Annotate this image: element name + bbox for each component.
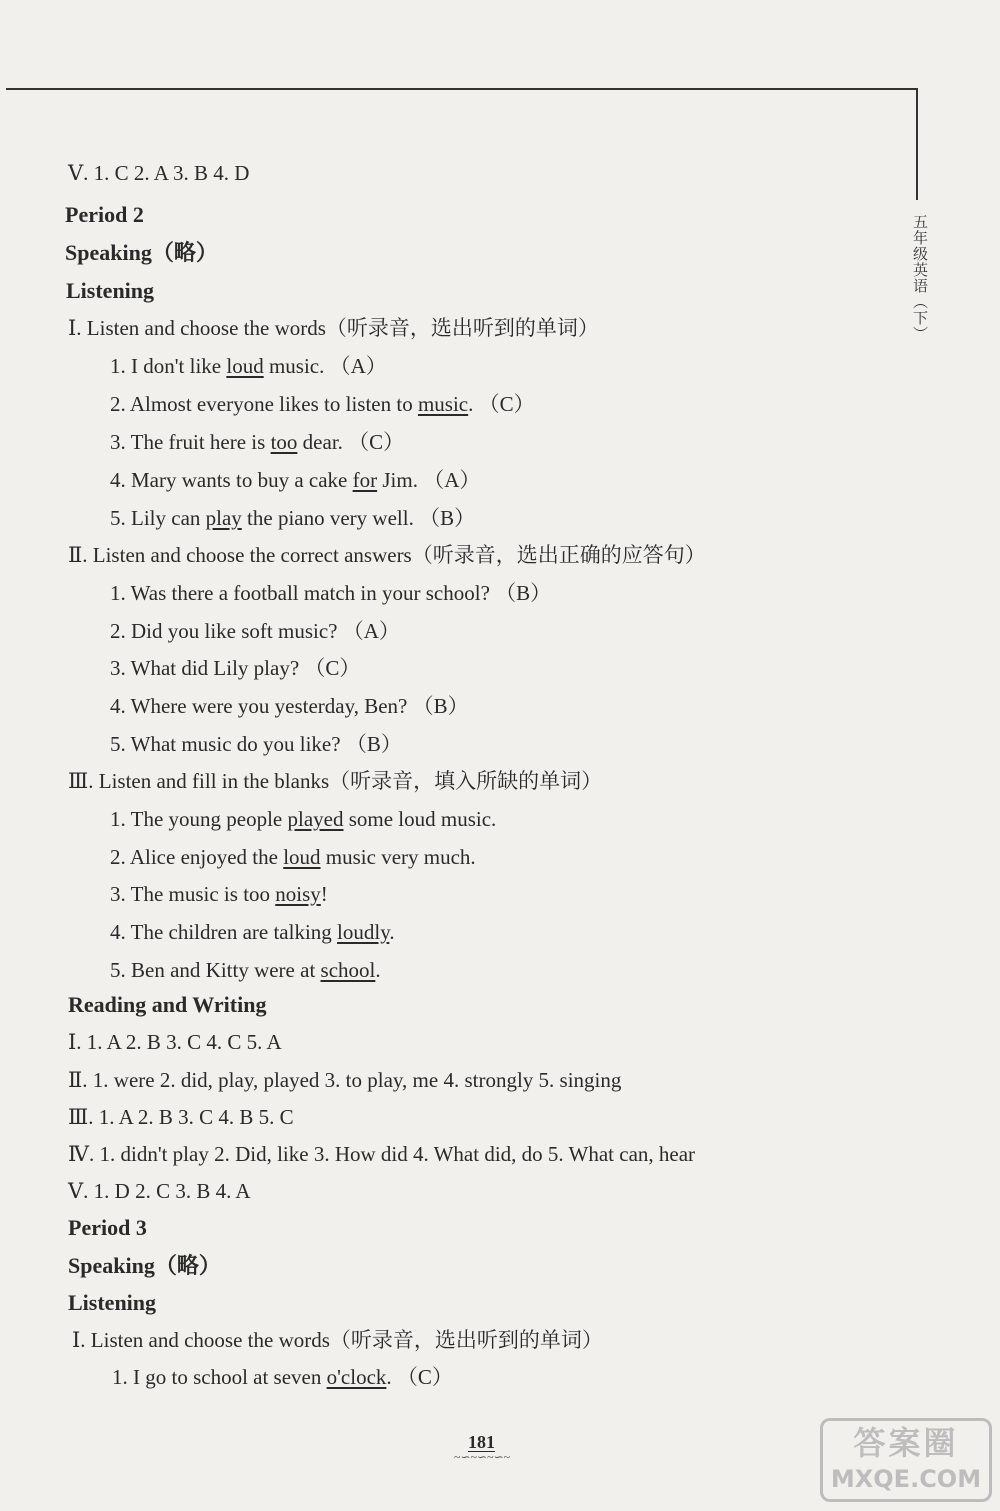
- line-text: Jim. （A）: [377, 468, 481, 492]
- answer-underlined-word: loud: [283, 845, 321, 869]
- answer-line: [110, 881, 328, 907]
- answer-underlined-word: loud: [226, 354, 264, 378]
- line-text: Speaking（略）: [65, 240, 218, 265]
- answer-line: [110, 391, 535, 417]
- side-tab: 五年级英语（下）: [911, 214, 929, 342]
- answer-line: [110, 957, 381, 983]
- section-heading: [68, 1290, 156, 1316]
- section-heading: [65, 202, 144, 228]
- line-text: 1. The young people: [110, 807, 288, 831]
- answer-line: [110, 731, 402, 757]
- answer-line: [110, 919, 395, 945]
- answer-line: [72, 1327, 603, 1353]
- line-text: Listening: [68, 1290, 157, 1315]
- answer-line: [68, 315, 599, 341]
- page-number: 181: [468, 1432, 495, 1452]
- line-text: Ⅰ. 1. A 2. B 3. C 4. C 5. A: [68, 1030, 282, 1054]
- answer-line: [68, 1067, 621, 1093]
- watermark-logo: [820, 1418, 992, 1502]
- answer-underlined-word: noisy: [275, 882, 321, 906]
- answer-line: [68, 1104, 294, 1130]
- answer-line: [68, 1029, 282, 1055]
- section-heading: [68, 1215, 147, 1241]
- line-text: 5. What music do you like? （B）: [110, 732, 402, 756]
- line-text: music. （A）: [263, 354, 387, 378]
- line-text: 1. Was there a football match in your school? （B）: [110, 581, 552, 605]
- line-text: Period 3: [68, 1215, 147, 1240]
- line-text: Ⅱ. 1. were 2. did, play, played 3. to play, me 4. strongly 5. singing: [68, 1068, 622, 1092]
- line-text: Ⅴ. 1. C 2. A 3. B 4. D: [68, 161, 250, 185]
- line-text: . （C）: [386, 1365, 453, 1389]
- answer-line: [110, 353, 387, 379]
- line-text: Listening: [66, 278, 155, 303]
- watermark-text: 答案圈: [853, 1424, 959, 1462]
- line-text: 4. Where were you yesterday, Ben? （B）: [110, 694, 469, 718]
- line-text: !: [320, 882, 328, 906]
- answer-line: [110, 505, 475, 531]
- line-text: 2. Alice enjoyed the: [110, 845, 284, 869]
- line-text: some loud music.: [343, 807, 497, 831]
- line-text: . （C）: [468, 392, 535, 416]
- section-heading: [66, 278, 154, 304]
- answer-underlined-word: music: [417, 392, 469, 416]
- line-text: music very much.: [320, 845, 476, 869]
- line-text: 2. Did you like soft music? （A）: [110, 619, 400, 643]
- answer-underlined-word: played: [287, 807, 344, 831]
- line-text: Ⅰ. Listen and choose the words（听录音，选出听到的单词）: [68, 316, 599, 340]
- answer-underlined-word: play: [205, 506, 242, 530]
- line-text: Ⅲ. 1. A 2. B 3. C 4. B 5. C: [68, 1105, 294, 1129]
- line-text: 3. The fruit here is: [110, 430, 271, 454]
- line-text: Ⅲ. Listen and fill in the blanks（听录音，填入所缺的单词）: [68, 769, 603, 793]
- line-text: .: [375, 958, 381, 982]
- line-text: Ⅱ. Listen and choose the correct answers（听录音，选出正确的应答句）: [68, 543, 706, 567]
- line-text: 1. I don't like: [110, 354, 227, 378]
- answer-line: [68, 542, 706, 568]
- section-heading: [68, 992, 266, 1018]
- section-heading: [65, 240, 218, 266]
- answer-underlined-word: too: [270, 430, 298, 454]
- line-text: 1. I go to school at seven: [112, 1365, 327, 1389]
- page-ornament: ~∽~∽~∽~: [454, 1450, 511, 1464]
- line-text: 3. What did Lily play? （C）: [110, 656, 361, 680]
- answer-line: [68, 768, 602, 794]
- line-text: 5. Lily can: [110, 506, 206, 530]
- line-text: dear. （C）: [297, 430, 405, 454]
- line-text: Ⅳ. 1. didn't play 2. Did, like 3. How did 4. What did, do 5. What can, hear: [68, 1142, 696, 1166]
- answer-line: [112, 1364, 453, 1390]
- answer-line: [110, 429, 404, 455]
- answer-underlined-word: school: [320, 958, 376, 982]
- answer-line: [110, 580, 551, 606]
- answer-line: [110, 806, 496, 832]
- line-text: .: [389, 920, 395, 944]
- line-text: 3. The music is too: [110, 882, 276, 906]
- line-text: Ⅴ. 1. D 2. C 3. B 4. A: [68, 1179, 251, 1203]
- answer-line: [68, 160, 249, 186]
- answer-line: [110, 467, 480, 493]
- answer-underlined-word: for: [352, 468, 378, 492]
- line-text: 2. Almost everyone likes to listen to: [110, 392, 418, 416]
- line-text: 4. Mary wants to buy a cake: [110, 468, 353, 492]
- answer-line: [110, 693, 469, 719]
- line-text: Ⅰ. Listen and choose the words（听录音，选出听到的单词）: [72, 1328, 603, 1352]
- line-text: the piano very well. （B）: [241, 506, 476, 530]
- line-text: Speaking（略）: [68, 1253, 221, 1278]
- side-rule: [916, 88, 918, 200]
- answer-line: [68, 1141, 695, 1167]
- top-rule: [6, 88, 918, 90]
- line-text: Period 2: [65, 202, 144, 227]
- line-text: Reading and Writing: [68, 992, 267, 1017]
- answer-line: [110, 618, 400, 644]
- line-text: 4. The children are talking: [110, 920, 338, 944]
- answer-underlined-word: o'clock: [326, 1365, 387, 1389]
- answer-line: [110, 655, 360, 681]
- line-text: 5. Ben and Kitty were at: [110, 958, 321, 982]
- watermark-sub: MXQE.COM: [830, 1465, 982, 1493]
- section-heading: [68, 1253, 221, 1279]
- answer-underlined-word: loudly: [337, 920, 390, 944]
- answer-line: [68, 1178, 251, 1204]
- answer-line: [110, 844, 476, 870]
